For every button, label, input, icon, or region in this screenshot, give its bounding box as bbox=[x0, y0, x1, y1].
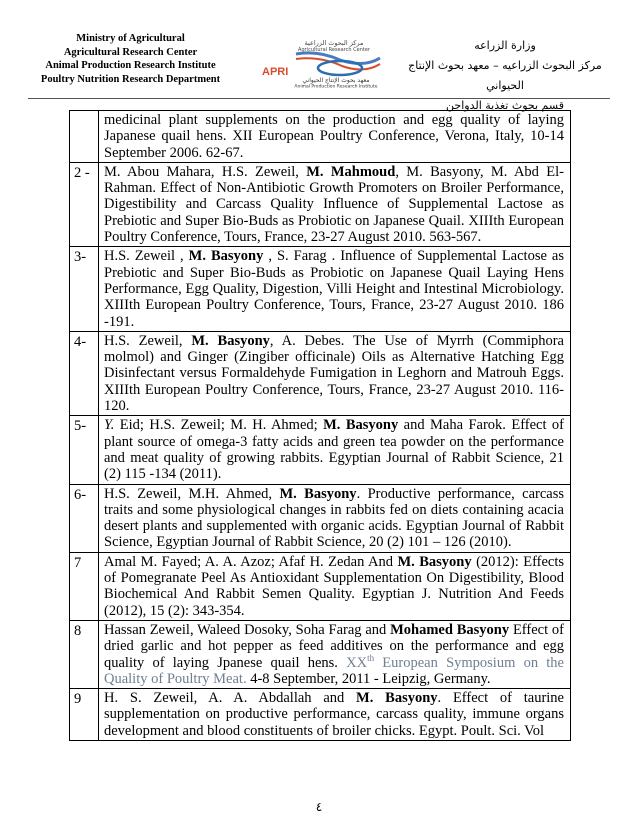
header-arabic-ministry: وزارة الزراعه bbox=[474, 39, 536, 52]
reference-fragment: European Symposium on the Quality of Poultry Meat. bbox=[104, 654, 564, 687]
logo-apri-text: APRI bbox=[262, 66, 289, 78]
reference-fragment: . Productive performance, carcass traits and some physiological changes in rabbits fed on diets containing acacia desert plants and supplemented with organic acids. Egyptian Journal of Rabbit Science, Egyptian Journal of Rabbit Science, 20 (2) 101 – 126 (2010). bbox=[104, 485, 564, 551]
reference-row bbox=[69, 620, 571, 688]
header-department: Poultry Nutrition Research Department bbox=[40, 73, 221, 85]
reference-fragment: Effect of dried garlic and hot pepper as feed additives on the performance and egg quality of laying Jpanese quail hens. bbox=[104, 621, 564, 671]
author-highlight: M. Basyony bbox=[356, 690, 438, 707]
apri-logo bbox=[256, 38, 388, 88]
reference-row bbox=[69, 331, 571, 415]
header-arabic-center: مركز البحوث الزراعيه – معهد بحوث الإنتاج الحيواني bbox=[408, 59, 602, 92]
reference-row bbox=[69, 162, 571, 246]
reference-row bbox=[69, 552, 571, 620]
reference-fragment: , M. Basyony, M. Abd El-Rahman. Effect of Non-Antibiotic Growth Promoters on Broiler Performance, Digestibility and Carcass Quality Influence of Supplemental Lactose as Prebiotic and Super Bio-Buds as Probiotic on Japanese Quail. XIIIth European Poultry Conference, Tours, France, 23-27 August 2010. 563-567. bbox=[104, 163, 564, 246]
reference-row bbox=[69, 415, 571, 483]
header-divider bbox=[28, 98, 610, 99]
author-highlight: M. Basyony bbox=[279, 485, 357, 502]
reference-fragment: H. S. Zeweil, A. A. Abdallah and bbox=[104, 690, 357, 707]
reference-text bbox=[99, 163, 571, 246]
header-center: Agricultural Research Center bbox=[63, 46, 198, 58]
author-highlight: M. Basyony bbox=[397, 553, 472, 570]
page-header bbox=[28, 22, 610, 112]
reference-text bbox=[99, 689, 571, 740]
reference-text bbox=[99, 621, 571, 688]
author-highlight: M. Basyony bbox=[323, 417, 399, 434]
logo-top-arabic: مركز البحوث الزراعية bbox=[304, 39, 364, 47]
reference-fragment: , A. Debes. The Use of Myrrh (Commiphora molmol) and Ginger (Zingiber officinale) Oils as Alternative Hatching Egg Disinfectant versus Formaldehyde Fumigation in Leghorn and Matrouh Eggs. XIIIth European Poultry Conference, Tours, France, 23-27 August 2010. 116-120. bbox=[104, 332, 564, 415]
reference-number: 2 - bbox=[69, 163, 99, 246]
author-highlight: Mohamed Basyony bbox=[390, 621, 510, 638]
reference-number: 3- bbox=[69, 247, 99, 330]
reference-fragment: Hassan Zeweil, Waleed Dosoky, Soha Farag and bbox=[104, 621, 391, 638]
reference-number bbox=[69, 111, 99, 162]
header-english-block bbox=[28, 32, 233, 86]
reference-text bbox=[99, 416, 571, 483]
reference-number: 8 bbox=[69, 621, 99, 688]
reference-fragment: (2012): Effects of Pomegranate Peel As Antioxidant Supplementation On Digestibility, Blood Biochemical And Rabbit Semen Quality. Egyptian J. Nutrition And Feeds (2012), 15 (2): 343-354. bbox=[104, 553, 565, 619]
logo-bottom-arabic: معهد بحوث الإنتاج الحيواني bbox=[302, 77, 370, 84]
reference-text bbox=[99, 111, 571, 162]
logo-bottom-english: Animal Production Research Institute bbox=[294, 84, 378, 88]
author-highlight: M. Basyony bbox=[191, 332, 270, 349]
reference-number: 6- bbox=[69, 485, 99, 552]
reference-row bbox=[69, 246, 571, 330]
reference-fragment: and Maha Farok. Effect of plant source of omega-3 fatty acids and green tea powder on the performance and meat quality of growing rabbits. Egyptian Journal of Rabbit Science, 21 (2) 115 -134 (2011). bbox=[104, 417, 564, 483]
reference-number: 9 bbox=[69, 689, 99, 740]
logo-top-english: Agricultural Research Center bbox=[298, 47, 370, 53]
reference-fragment: H.S. Zeweil, bbox=[104, 332, 192, 349]
page-number: ٤ bbox=[315, 800, 323, 814]
author-highlight: M. Basyony bbox=[188, 248, 264, 265]
reference-fragment: . Effect of taurine supplementation on productive performance, carcass quality, immune organs development and blood constituents of broiler chicks. Egypt. Poult. Sci. Vol bbox=[104, 690, 564, 739]
reference-number: 7 bbox=[69, 553, 99, 620]
reference-fragment: Amal M. Fayed; A. A. Azoz; Afaf H. Zedan And bbox=[104, 553, 398, 570]
reference-text bbox=[99, 485, 571, 552]
reference-fragment: Eid; H.S. Zeweil; M. H. Ahmed; bbox=[114, 417, 324, 434]
header-arabic-department: قسم بحوث تغذية الدواجن bbox=[446, 99, 564, 112]
reference-fragment: Y. bbox=[104, 417, 115, 434]
author-highlight: M. Mahmoud bbox=[306, 163, 396, 180]
reference-row bbox=[69, 484, 571, 552]
reference-fragment: H.S. Zeweil , bbox=[104, 248, 189, 265]
reference-fragment: , S. Farag . Influence of Supplemental Lactose as Prebiotic and Super Bio-Buds as Probiotic on Japanese Quail Laying Hens Performance, Egg Quality, Digestion, Villi Height and Intestinal Microbiology. XIIIth European Poultry Conference, Tours, France, 23-27 August 2010. 186 -191. bbox=[104, 248, 564, 330]
reference-fragment: XX bbox=[346, 654, 368, 671]
references-table bbox=[69, 110, 571, 741]
reference-fragment: th bbox=[367, 652, 375, 663]
reference-fragment: H.S. Zeweil, M.H. Ahmed, bbox=[104, 485, 280, 502]
reference-text bbox=[99, 553, 571, 620]
reference-text bbox=[99, 247, 571, 330]
reference-row bbox=[69, 688, 571, 740]
header-institute: Animal Production Research Institute bbox=[45, 60, 216, 71]
header-arabic-block bbox=[400, 36, 610, 116]
reference-number: 4- bbox=[69, 332, 99, 415]
header-ministry: Ministry of Agricultural bbox=[76, 33, 185, 44]
reference-fragment: medicinal plant supplements on the production and egg quality of laying Japanese quail hens. XII European Poultry Conference, Verona, Italy, 10-14 September 2006. 62-67. bbox=[104, 112, 564, 161]
reference-number: 5- bbox=[69, 416, 99, 483]
reference-fragment: M. Abou Mahara, H.S. Zeweil, bbox=[104, 163, 307, 180]
reference-row bbox=[69, 111, 571, 162]
reference-fragment: 4-8 September, 2011 - Leipzig, Germany. bbox=[246, 670, 491, 687]
reference-text bbox=[99, 332, 571, 415]
